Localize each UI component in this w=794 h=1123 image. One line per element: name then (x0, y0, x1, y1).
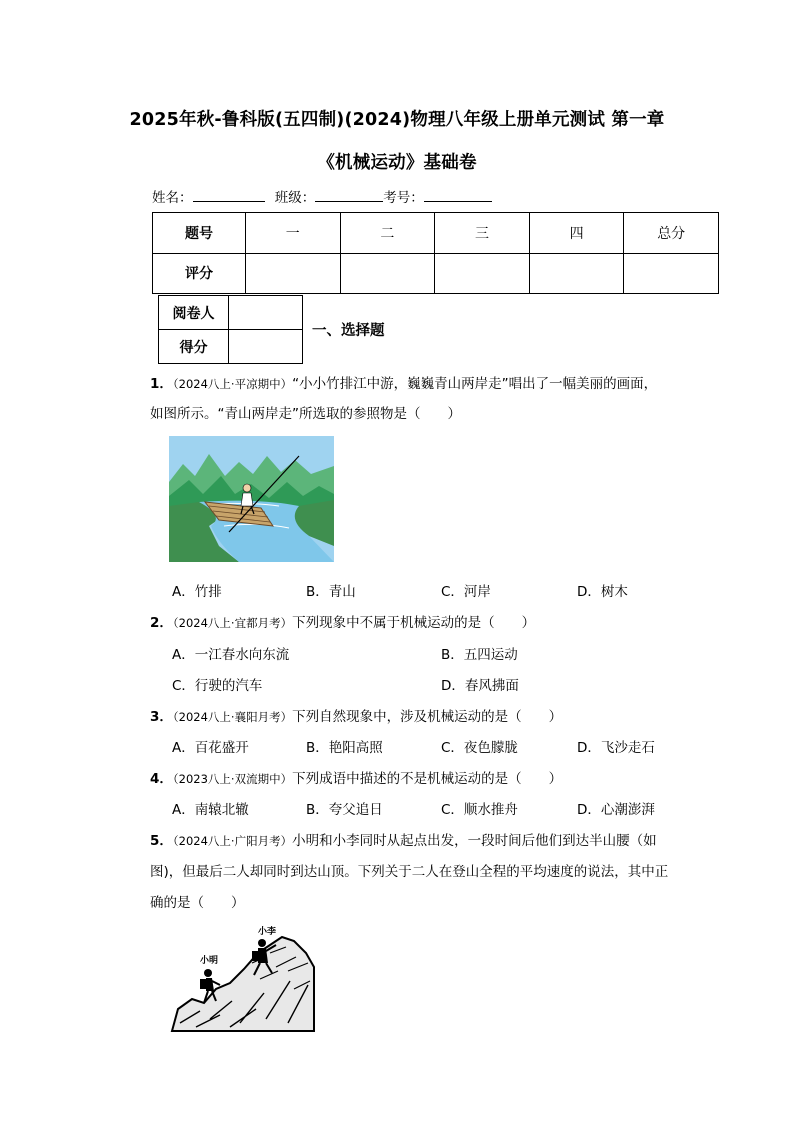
score-header-cell: 二 (340, 213, 435, 254)
q4-option-c[interactable]: C．顺水推舟 (441, 802, 518, 818)
question-3 (150, 705, 562, 725)
question-1 (150, 372, 657, 392)
score-header-cell: 一 (246, 213, 341, 254)
question-5-line-2: 图)，但最后二人却同时到达山顶。下列关于二人在登山全程的平均速度的说法，其中正 (150, 864, 669, 880)
score-header-cell: 四 (529, 213, 624, 254)
q1-option-b[interactable]: B．青山 (306, 584, 356, 600)
q2-option-c[interactable]: C．行驶的汽车 (172, 678, 263, 694)
q3-option-d[interactable]: D．飞沙走石 (577, 740, 655, 756)
q4-option-b[interactable]: B．夸父追日 (306, 802, 383, 818)
question-text: 下列成语中描述的不是机械运动的是（ ） (292, 771, 563, 787)
grader-table (158, 295, 303, 364)
score-row-label: 评分 (153, 253, 246, 294)
page-title-line-2: 《机械运动》基础卷 (317, 153, 477, 173)
class-blank[interactable] (315, 187, 383, 202)
question-number: 4． (150, 771, 173, 787)
score-cell[interactable] (529, 253, 624, 294)
exam-no-label: 考号： (383, 190, 424, 206)
grade-label: 得分 (159, 330, 229, 364)
student-info (152, 186, 492, 206)
grader-label: 阅卷人 (159, 296, 229, 330)
q1-option-d[interactable]: D．树木 (577, 584, 628, 600)
score-cell[interactable] (246, 253, 341, 294)
question-4 (150, 767, 562, 787)
q1-option-a[interactable]: A．竹排 (172, 584, 222, 600)
score-header-cell: 三 (435, 213, 530, 254)
score-table-score-row (153, 253, 719, 294)
q4-option-d[interactable]: D．心潮澎湃 (577, 802, 655, 818)
question-source: （2024八上·襄阳月考） (172, 710, 293, 724)
question-number: 1． (150, 376, 173, 392)
mountain-climbers-figure (170, 923, 316, 1035)
question-source: （2024八上·广阳月考） (172, 834, 293, 848)
question-2 (150, 611, 535, 631)
name-label: 姓名： (152, 190, 193, 206)
question-text: 小明和小李同时从起点出发，一段时间后他们到达半山腰（如 (292, 833, 657, 849)
score-cell[interactable] (624, 253, 719, 294)
question-5-line-3: 确的是（ ） (150, 895, 245, 911)
question-number: 3． (150, 709, 173, 725)
question-number: 2． (150, 615, 173, 631)
q3-option-a[interactable]: A．百花盛开 (172, 740, 249, 756)
q3-option-c[interactable]: C．夜色朦胧 (441, 740, 518, 756)
climber-label-right: 小李 (258, 927, 277, 937)
q4-option-a[interactable]: A．南辕北辙 (172, 802, 249, 818)
exam-no-blank[interactable] (424, 187, 492, 202)
question-text: 下列现象中不属于机械运动的是（ ） (292, 615, 536, 631)
section-heading: 一、选择题 (312, 323, 385, 339)
climber-label-left: 小明 (200, 956, 219, 966)
q3-option-b[interactable]: B．艳阳高照 (306, 740, 383, 756)
q2-option-d[interactable]: D．春风拂面 (441, 678, 519, 694)
question-source: （2024八上·平凉期中） (172, 377, 293, 391)
q2-option-a[interactable]: A．一江春水向东流 (172, 647, 290, 663)
score-header-cell: 题号 (153, 213, 246, 254)
question-text: 下列自然现象中，涉及机械运动的是（ ） (292, 709, 563, 725)
score-cell[interactable] (340, 253, 435, 294)
score-header-cell: 总分 (624, 213, 719, 254)
score-cell[interactable] (435, 253, 530, 294)
score-table (152, 212, 719, 294)
question-text: “小小竹排江中游，巍巍青山两岸走”唱出了一幅美丽的画面， (292, 376, 658, 392)
page-title-line-1: 2025年秋-鲁科版(五四制)(2024)物理八年级上册单元测试 第一章 (129, 110, 665, 130)
question-5 (150, 829, 657, 849)
question-source: （2024八上·宜都月考） (172, 616, 293, 630)
question-number: 5． (150, 833, 173, 849)
name-blank[interactable] (193, 187, 265, 202)
q2-option-b[interactable]: B．五四运动 (441, 647, 518, 663)
score-table-header-row (153, 213, 719, 254)
class-label: 班级： (274, 190, 316, 206)
bamboo-raft-figure (169, 436, 334, 562)
question-source: （2023八上·双流期中） (172, 772, 293, 786)
grade-cell[interactable] (229, 330, 303, 364)
grader-cell[interactable] (229, 296, 303, 330)
question-1-line-2: 如图所示。“青山两岸走”所选取的参照物是（ ） (150, 406, 461, 422)
q1-option-c[interactable]: C．河岸 (441, 584, 491, 600)
